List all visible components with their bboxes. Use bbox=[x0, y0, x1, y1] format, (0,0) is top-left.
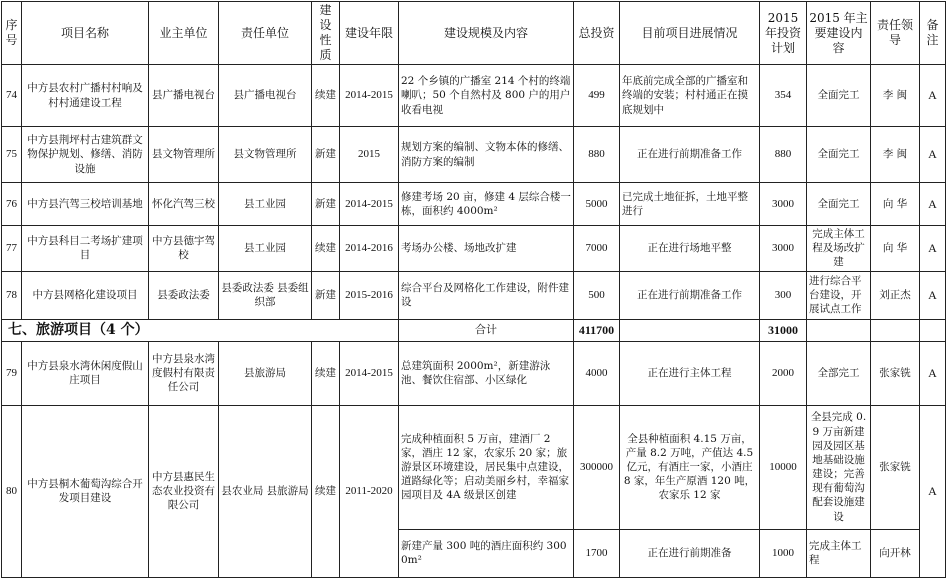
project-name: 中方县桐木葡萄沟综合开发项目建设 bbox=[22, 405, 149, 577]
remarks: A bbox=[920, 226, 946, 272]
build-scope: 22 个乡镇的广播室 214 个村的终端喇叭；50 个自然村及 800 户的用户收看电视 bbox=[399, 65, 574, 127]
owner-unit: 县文物管理所 bbox=[149, 127, 219, 183]
header-total: 总投资 bbox=[574, 2, 620, 65]
content-2015: 全面完工 bbox=[807, 127, 871, 183]
header-seq: 序号 bbox=[2, 2, 22, 65]
build-period: 2014-2015 bbox=[340, 183, 399, 226]
header-name: 项目名称 bbox=[22, 2, 149, 65]
progress-status: 全县种植面积 4.15 万亩，产量 8.2 万吨，产值达 4.5 亿元，有酒庄一家，小酒庄 8 家，年生产原酒 120 吨，农家乐 12 家 bbox=[620, 405, 760, 529]
project-name: 中方县汽驾三校培训基地 bbox=[22, 183, 149, 226]
build-period: 2014-2016 bbox=[340, 226, 399, 272]
table-row bbox=[2, 183, 946, 226]
table-row bbox=[2, 405, 946, 529]
plan-2015: 300 bbox=[760, 271, 807, 319]
total-investment: 500 bbox=[574, 271, 620, 319]
responsible-unit: 县工业园 bbox=[219, 183, 312, 226]
responsible-unit: 县委政法委 县委组织部 bbox=[219, 271, 312, 319]
remarks: A bbox=[920, 65, 946, 127]
header-content2015: 2015 年主要建设内容 bbox=[807, 2, 871, 65]
plan-2015: 10000 bbox=[760, 405, 807, 529]
content-2015: 全面完工 bbox=[807, 183, 871, 226]
build-nature: 新建 bbox=[312, 127, 340, 183]
table-row bbox=[2, 226, 946, 272]
plan-2015: 880 bbox=[760, 127, 807, 183]
section-title: 七、旅游项目（4 个） bbox=[2, 319, 399, 341]
header-period: 建设年限 bbox=[340, 2, 399, 65]
build-scope: 新建产量 300 吨的酒庄面积约 3000m² bbox=[399, 529, 574, 577]
content-2015: 全县完成 0.9 万亩新建园及园区基地基础设施建设；完善现有葡萄沟配套设施建设 bbox=[807, 405, 871, 529]
progress-status: 年底前完成全部的广播室和终端的安装；村村通正在摸底规划中 bbox=[620, 65, 760, 127]
progress-status: 正在进行前期准备 bbox=[620, 529, 760, 577]
plan-2015: 2000 bbox=[760, 341, 807, 405]
header-row bbox=[2, 2, 946, 65]
progress-status: 已完成土地征拆，土地平整进行 bbox=[620, 183, 760, 226]
content-2015: 全面完工 bbox=[807, 65, 871, 127]
responsible-unit: 县广播电视台 bbox=[219, 65, 312, 127]
total-investment: 1700 bbox=[574, 529, 620, 577]
plan-2015: 354 bbox=[760, 65, 807, 127]
total-investment: 5000 bbox=[574, 183, 620, 226]
leader: 向开林 bbox=[871, 529, 920, 577]
owner-unit: 怀化汽驾三校 bbox=[149, 183, 219, 226]
row-seq: 74 bbox=[2, 65, 22, 127]
header-owner: 业主单位 bbox=[149, 2, 219, 65]
project-name: 中方县荆坪村古建筑群文物保护规划、修缮、消防设施 bbox=[22, 127, 149, 183]
project-name: 中方县科目二考场扩建项目 bbox=[22, 226, 149, 272]
plan-2015: 3000 bbox=[760, 183, 807, 226]
content-2015: 完成主体工程及场改扩建 bbox=[807, 226, 871, 272]
build-nature: 续建 bbox=[312, 405, 340, 577]
responsible-unit: 县旅游局 bbox=[219, 341, 312, 405]
leader: 张家铣 bbox=[871, 341, 920, 405]
build-period: 2014-2015 bbox=[340, 341, 399, 405]
remarks: A bbox=[920, 183, 946, 226]
leader: 刘正杰 bbox=[871, 271, 920, 319]
header-scope: 建设规模及内容 bbox=[399, 2, 574, 65]
leader: 张家铣 bbox=[871, 405, 920, 529]
total-investment: 7000 bbox=[574, 226, 620, 272]
table-row bbox=[2, 65, 946, 127]
plan-2015: 1000 bbox=[760, 529, 807, 577]
content-2015: 全部完工 bbox=[807, 341, 871, 405]
progress-status: 正在进行前期准备工作 bbox=[620, 127, 760, 183]
header-progress: 目前项目进展情况 bbox=[620, 2, 760, 65]
build-scope: 修建考场 20 亩，修建 4 层综合楼一栋，面积约 4000m² bbox=[399, 183, 574, 226]
row-seq: 78 bbox=[2, 271, 22, 319]
build-period: 2015 bbox=[340, 127, 399, 183]
build-scope: 综合平台及网格化工作建设，附件建设 bbox=[399, 271, 574, 319]
total-investment: 300000 bbox=[574, 405, 620, 529]
header-leader: 责任领导 bbox=[871, 2, 920, 65]
table-row bbox=[2, 271, 946, 319]
owner-unit: 中方县泉水湾度假村有限责任公司 bbox=[149, 341, 219, 405]
build-nature: 新建 bbox=[312, 183, 340, 226]
project-table bbox=[1, 1, 946, 578]
remarks: A bbox=[920, 271, 946, 319]
responsible-unit: 县工业园 bbox=[219, 226, 312, 272]
content-2015: 完成主体工程 bbox=[807, 529, 871, 577]
total-investment: 499 bbox=[574, 65, 620, 127]
owner-unit: 县委政法委 bbox=[149, 271, 219, 319]
owner-unit: 中方县惠民生态农业投资有限公司 bbox=[149, 405, 219, 577]
owner-unit: 县广播电视台 bbox=[149, 65, 219, 127]
project-name: 中方县农村广播村村响及村村通建设工程 bbox=[22, 65, 149, 127]
progress-status: 正在进行主体工程 bbox=[620, 341, 760, 405]
build-nature: 续建 bbox=[312, 65, 340, 127]
empty-cell bbox=[807, 319, 871, 341]
row-seq: 76 bbox=[2, 183, 22, 226]
total-investment: 880 bbox=[574, 127, 620, 183]
total-investment: 4000 bbox=[574, 341, 620, 405]
project-name: 中方县泉水湾休闲度假山庄项目 bbox=[22, 341, 149, 405]
leader: 向 华 bbox=[871, 183, 920, 226]
build-nature: 续建 bbox=[312, 226, 340, 272]
owner-unit: 中方县德宇驾校 bbox=[149, 226, 219, 272]
build-period: 2011-2020 bbox=[340, 405, 399, 577]
empty-cell bbox=[620, 319, 760, 341]
section-total: 411700 bbox=[574, 319, 620, 341]
row-seq: 80 bbox=[2, 405, 22, 577]
build-scope: 总建筑面积 2000m²，新建游泳池、餐饮住宿部、小区绿化 bbox=[399, 341, 574, 405]
table-row bbox=[2, 127, 946, 183]
header-responsible: 责任单位 bbox=[219, 2, 312, 65]
leader: 李 闽 bbox=[871, 127, 920, 183]
progress-status: 正在进行前期准备工作 bbox=[620, 271, 760, 319]
row-seq: 75 bbox=[2, 127, 22, 183]
header-nature: 建设性质 bbox=[312, 2, 340, 65]
row-seq: 77 bbox=[2, 226, 22, 272]
progress-status: 正在进行场地平整 bbox=[620, 226, 760, 272]
remarks: A bbox=[920, 341, 946, 405]
build-scope: 规划方案的编制、文物本体的修缮、消防方案的编制 bbox=[399, 127, 574, 183]
empty-cell bbox=[920, 319, 946, 341]
responsible-unit: 县农业局 县旅游局 bbox=[219, 405, 312, 577]
build-scope: 完成种植面积 5 万亩，建酒厂 2 家，酒庄 12 家，农家乐 20 家；旅游景区环境建设，居民集中点建设，道路绿化等；启动美丽乡村，幸福家园项目及 4A 级景区创建 bbox=[399, 405, 574, 529]
build-period: 2015-2016 bbox=[340, 271, 399, 319]
section-row bbox=[2, 319, 946, 341]
build-period: 2014-2015 bbox=[340, 65, 399, 127]
table-row bbox=[2, 341, 946, 405]
subtotal-label: 合计 bbox=[399, 319, 574, 341]
leader: 李 闽 bbox=[871, 65, 920, 127]
plan-2015: 3000 bbox=[760, 226, 807, 272]
section-plan2015: 31000 bbox=[760, 319, 807, 341]
build-nature: 续建 bbox=[312, 341, 340, 405]
content-2015: 进行综合平台建设，开展试点工作 bbox=[807, 271, 871, 319]
empty-cell bbox=[871, 319, 920, 341]
build-scope: 考场办公楼、场地改扩建 bbox=[399, 226, 574, 272]
build-nature: 新建 bbox=[312, 271, 340, 319]
leader: 向 华 bbox=[871, 226, 920, 272]
remarks: A bbox=[920, 127, 946, 183]
responsible-unit: 县文物管理所 bbox=[219, 127, 312, 183]
project-name: 中方县网格化建设项目 bbox=[22, 271, 149, 319]
row-seq: 79 bbox=[2, 341, 22, 405]
header-remarks: 备注 bbox=[920, 2, 946, 65]
remarks: A bbox=[920, 405, 946, 577]
header-plan2015: 2015 年投资计划 bbox=[760, 2, 807, 65]
